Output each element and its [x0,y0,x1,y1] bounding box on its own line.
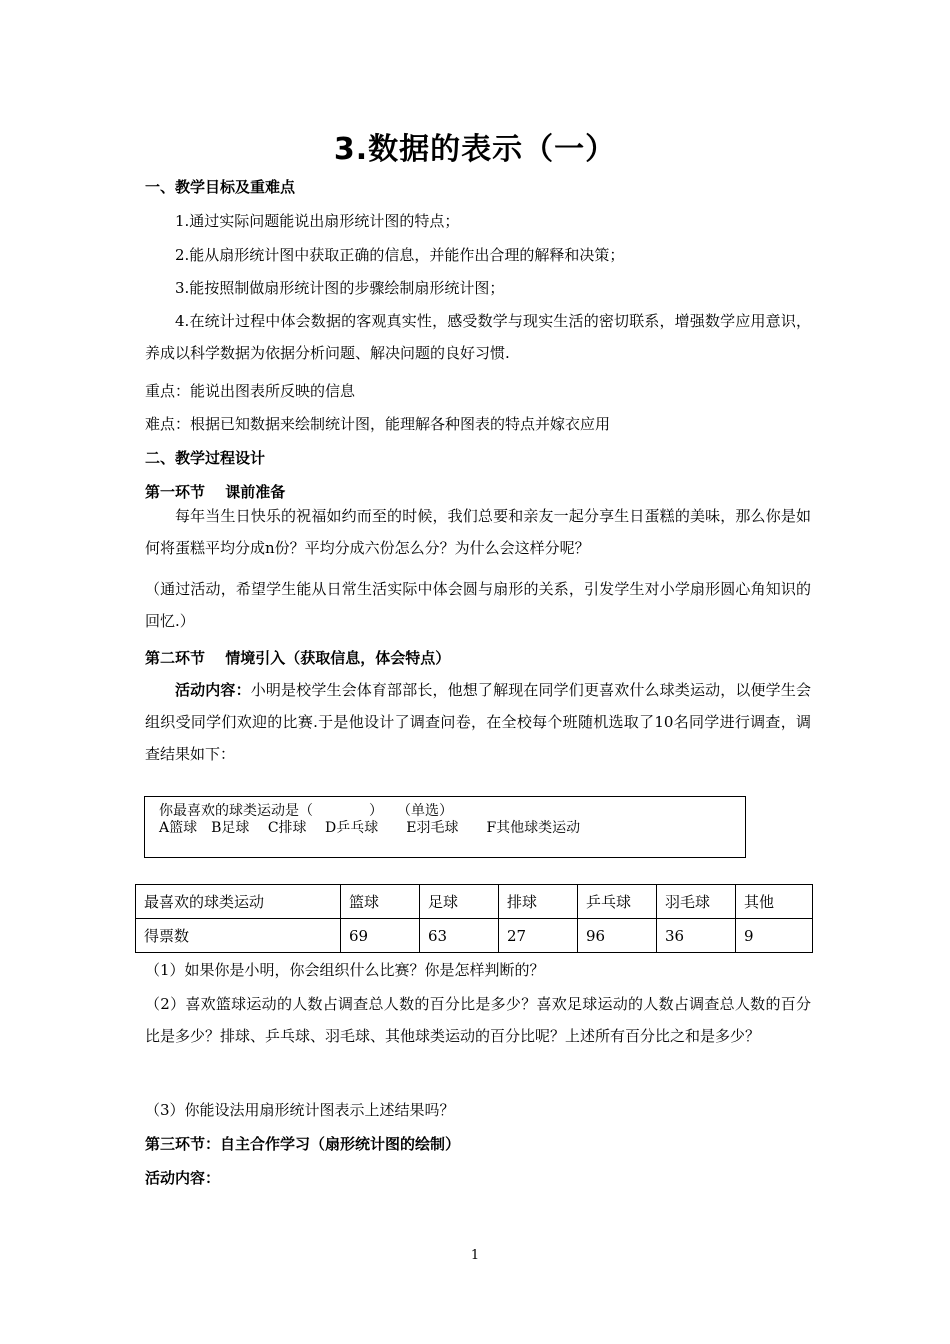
key-point: 重点：能说出图表所反映的信息 [145,382,356,400]
sport-cell: 排球 [499,885,578,919]
sport-cell: 足球 [420,885,499,919]
activity-label: 活动内容： [175,681,251,699]
survey-box [144,796,746,858]
goal-1: 1.通过实际问题能说出扇形统计图的特点； [175,212,460,230]
votes-table [135,884,813,953]
table-row [136,919,813,953]
section2-heading: 二、教学过程设计 [145,449,266,467]
table-header-label: 最喜欢的球类运动 [136,885,341,919]
sport-cell: 乒乓球 [578,885,657,919]
vote-cell: 36 [657,919,736,953]
goal-2: 2.能从扇形统计图中获取正确的信息，并能作出合理的解释和决策； [175,246,625,264]
question-1: （1）如果你是小明，你会组织什么比赛？你是怎样判断的？ [145,961,545,979]
document-title: 3.数据的表示（一） [333,132,617,167]
sport-cell: 篮球 [341,885,420,919]
survey-question: 你最喜欢的球类运动是（ ） （单选） [159,803,453,819]
difficult-point: 难点：根据已知数据来绘制统计图，能理解各种图表的特点并嫁衣应用 [145,415,611,433]
stage3-heading: 第三环节：自主合作学习（扇形统计图的绘制） [145,1135,461,1153]
vote-cell: 69 [341,919,420,953]
page-number: 1 [470,1248,480,1263]
sport-cell: 其他 [736,885,813,919]
sport-cell: 羽毛球 [657,885,736,919]
vote-cell: 9 [736,919,813,953]
question-3: （3）你能设法用扇形统计图表示上述结果吗？ [145,1101,455,1119]
goal-3: 3.能按照制做扇形统计图的步骤绘制扇形统计图； [175,279,505,297]
vote-cell: 27 [499,919,578,953]
vote-cell: 63 [420,919,499,953]
stage1-note: （通过活动，希望学生能从日常生活实际中体会圆与扇形的关系，引发学生对小学扇形圆心角知识的回忆.） [145,580,811,630]
table-row [136,885,813,919]
stage1-heading: 第一环节 课前准备 [145,483,286,501]
stage3-activity-label: 活动内容： [145,1169,221,1187]
stage2-activity [145,674,811,770]
stage2-heading: 第二环节 情境引入（获取信息，体会特点） [145,649,451,667]
survey-options: A篮球 B足球 C排球 D乒乓球 E羽毛球 F其他球类运动 [159,820,581,836]
votes-label: 得票数 [136,919,341,953]
activity-text: 小明是校学生会体育部部长，他想了解现在同学们更喜欢什么球类运动，以便学生会组织受同学们欢迎的比赛.于是他设计了调查问卷，在全校每个班随机选取了10名同学进行调查，调查结果如下： [145,681,811,763]
stage1-paragraph: 每年当生日快乐的祝福如约而至的时候，我们总要和亲友一起分享生日蛋糕的美味，那么你是如何将蛋糕平均分成n份？平均分成六份怎么分？为什么会这样分呢？ [145,507,811,557]
section1-heading: 一、教学目标及重难点 [145,178,296,196]
goal-4: 4.在统计过程中体会数据的客观真实性，感受数学与现实生活的密切联系，增强数学应用意识，养成以科学数据为依据分析问题、解决问题的良好习惯. [145,312,811,362]
question-2: （2）喜欢篮球运动的人数占调查总人数的百分比是多少？喜欢足球运动的人数占调查总人数的百分比是多少？排球、乒乓球、羽毛球、其他球类运动的百分比呢？上述所有百分比之和是多少？ [145,995,811,1045]
vote-cell: 96 [578,919,657,953]
